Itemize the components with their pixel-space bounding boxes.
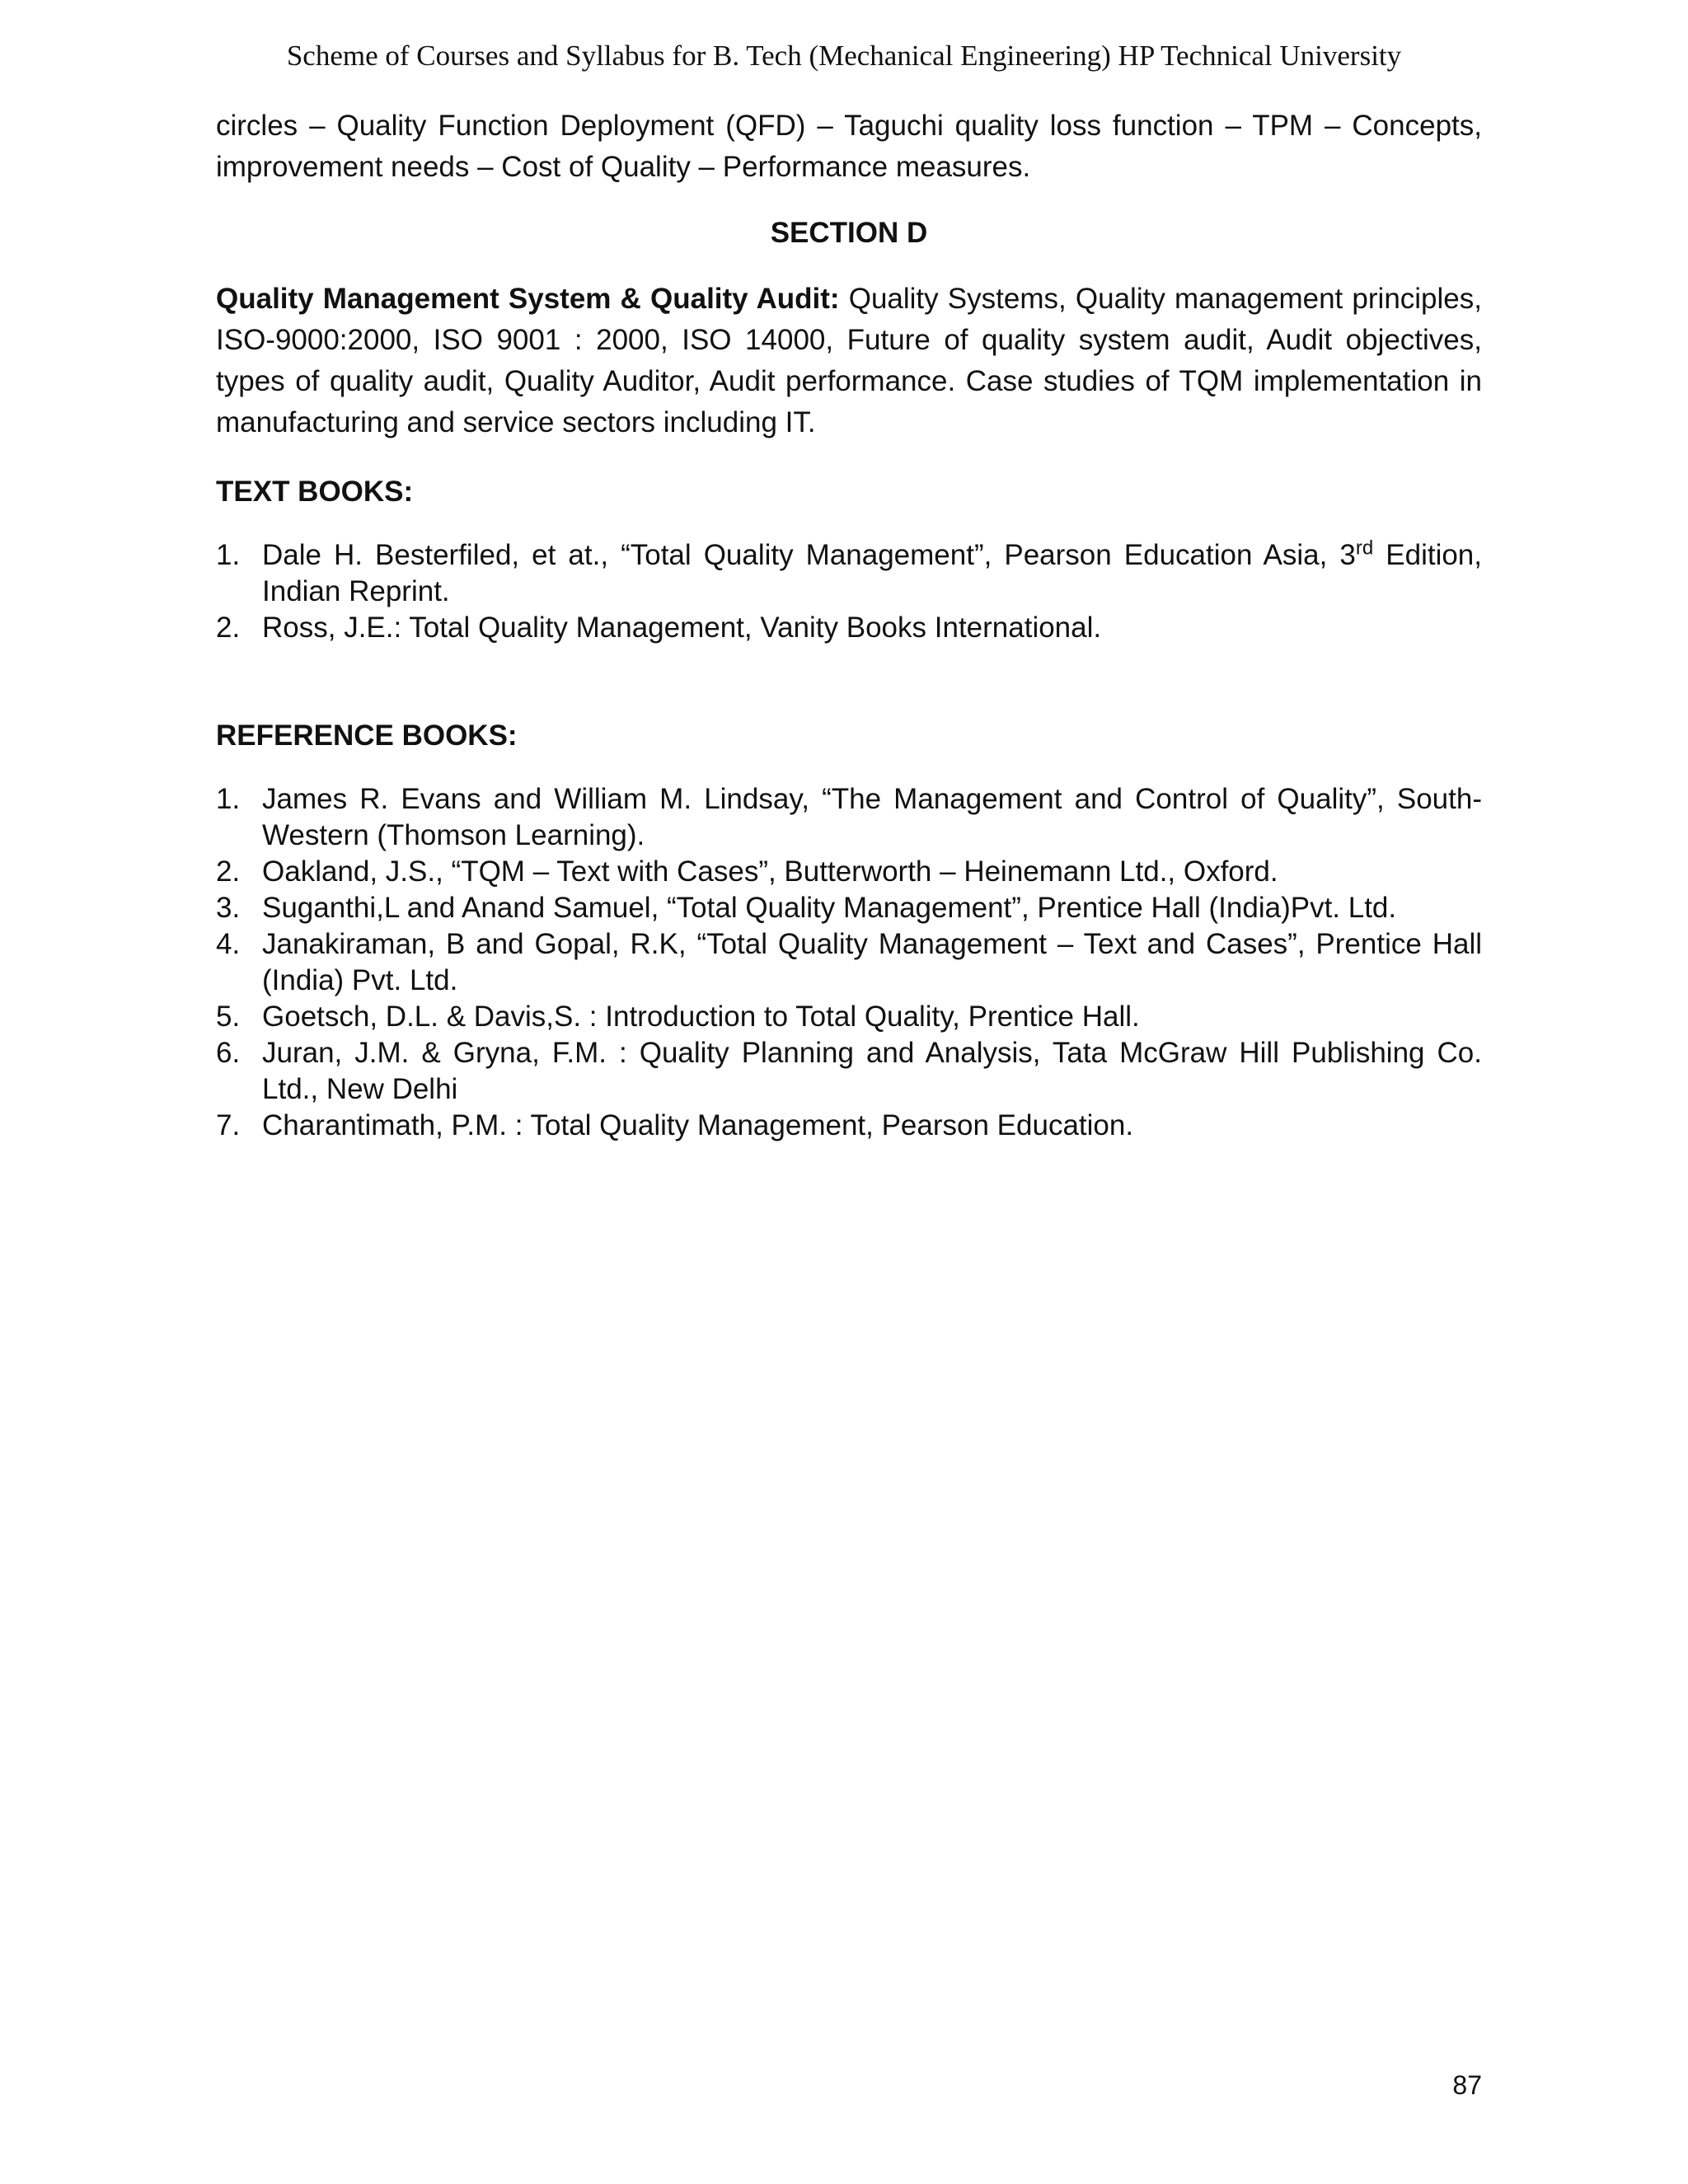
- section-d-heading: SECTION D: [770, 217, 928, 249]
- list-item: [216, 1035, 1482, 1108]
- list-item-number: 7.: [216, 1109, 241, 1141]
- list-item-number: 4.: [216, 928, 241, 960]
- list-item-text: Suganthi,L and Anand Samuel, “Total Quality Management”, Prentice Hall (India)Pvt. Ltd.: [262, 892, 1397, 924]
- list-item-text: Ross, J.E.: Total Quality Management, Vanity Books International.: [262, 612, 1102, 644]
- document-body: [216, 105, 1482, 1144]
- list-item-text: Juran, J.M. & Gryna, F.M. : Quality Planning and Analysis, Tata McGraw Hill Publishing Co. Ltd., New Delhi: [262, 1037, 1482, 1105]
- list-item: [216, 854, 1482, 890]
- list-item-text: Janakiraman, B and Gopal, R.K, “Total Quality Management – Text and Cases”, Prentice Hall (India) Pvt. Ltd.: [262, 928, 1482, 996]
- list-item-number: 6.: [216, 1037, 241, 1069]
- reference-books-list: [216, 781, 1482, 1144]
- text-books-heading: TEXT BOOKS:: [216, 476, 414, 508]
- list-item: [216, 1108, 1482, 1144]
- list-item: [216, 999, 1482, 1035]
- list-item: [216, 926, 1482, 999]
- list-item-text-end: Edition, Indian Reprint.: [262, 539, 1482, 607]
- list-item-text: Charantimath, P.M. : Total Quality Management, Pearson Education.: [262, 1109, 1134, 1141]
- page-number: 87: [1452, 2070, 1482, 2100]
- list-item-number: 1.: [216, 539, 241, 571]
- list-item: [216, 890, 1482, 926]
- list-item-text: Dale H. Besterfiled, et at., “Total Quality Management”, Pearson Education Asia, 3: [262, 539, 1356, 571]
- section-d-paragraph: [216, 279, 1482, 443]
- superscript: rd: [1355, 537, 1374, 560]
- list-item-text: James R. Evans and William M. Lindsay, “The Management and Control of Quality”, South-Western (Thomson Learning).: [262, 783, 1482, 851]
- section-d-lead: Quality Management System & Quality Audit:: [216, 283, 840, 315]
- list-item-number: 2.: [216, 855, 241, 888]
- list-item-text: Oakland, J.S., “TQM – Text with Cases”, Butterworth – Heinemann Ltd., Oxford.: [262, 855, 1278, 888]
- list-item-number: 3.: [216, 892, 241, 924]
- list-item: [216, 537, 1482, 610]
- page-header: Scheme of Courses and Syllabus for B. Tech (Mechanical Engineering) HP Technical University: [286, 40, 1402, 72]
- list-item-number: 1.: [216, 783, 241, 815]
- list-item: [216, 610, 1482, 646]
- intro-paragraph: circles – Quality Function Deployment (QFD) – Taguchi quality loss function – TPM – Concepts, improvement needs – Cost of Quality – Performance measures.: [216, 110, 1482, 183]
- list-item-text: Goetsch, D.L. & Davis,S. : Introduction to Total Quality, Prentice Hall.: [262, 1001, 1140, 1033]
- reference-books-heading: REFERENCE BOOKS:: [216, 719, 518, 752]
- section-d-body: Quality Systems, Quality management principles, ISO-9000:2000, ISO 9001 : 2000, ISO 14000, Future of quality system audit, Audit objectives, types of quality audit, Quality Auditor, Audit performance. Case studies of TQM implementation in manufacturing and service sectors including IT.: [216, 283, 1482, 438]
- list-item: [216, 781, 1482, 854]
- text-books-list: [216, 537, 1482, 646]
- list-item-number: 2.: [216, 612, 241, 644]
- list-item-number: 5.: [216, 1001, 241, 1033]
